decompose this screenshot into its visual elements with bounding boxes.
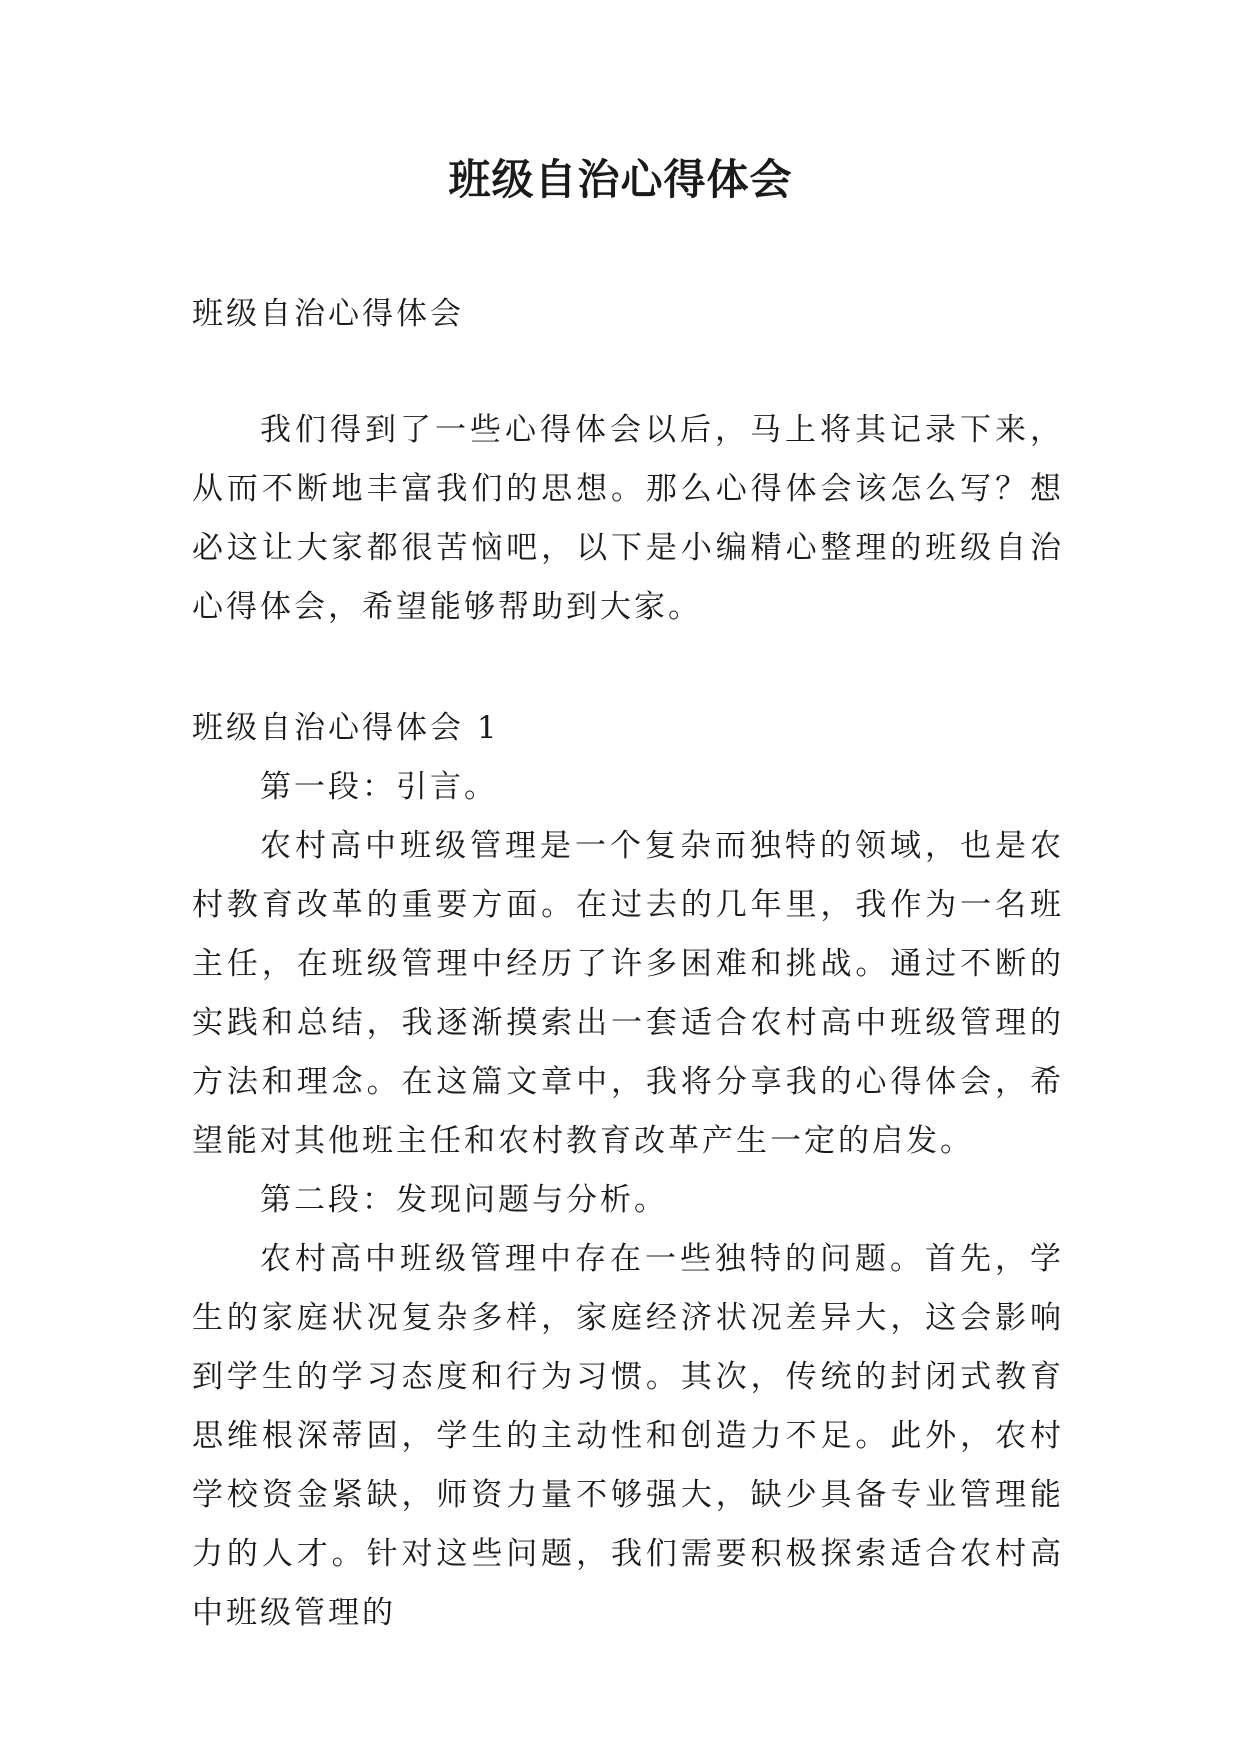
document-body [192,285,1064,1643]
part1-paragraph: 农村高中班级管理是一个复杂而独特的领域，也是农村教育改革的重要方面。在过去的几年里，我作为一名班主任，在班级管理中经历了许多困难和挑战。通过不断的实践和总结，我逐渐摸索出一套适合农村高中班级管理的方法和理念。在这篇文章中，我将分享我的心得体会，希望能对其他班主任和农村教育改革产生一定的启发。 [192,828,1064,1159]
document-subtitle: 班级自治心得体会 [192,296,464,332]
part2-heading: 第二段：发现问题与分析。 [260,1182,668,1218]
part2-paragraph: 农村高中班级管理中存在一些独特的问题。首先，学生的家庭状况复杂多样，家庭经济状况差异大，这会影响到学生的学习态度和行为习惯。其次，传统的封闭式教育思维根深蒂固，学生的主动性和创造力不足。此外，农村学校资金紧缺，师资力量不够强大，缺少具备专业管理能力的人才。针对这些问题，我们需要积极探索适合农村高中班级管理的 [192,1241,1064,1631]
part1-heading: 第一段：引言。 [260,769,498,805]
section-heading: 班级自治心得体会 1 [192,710,500,746]
document-title: 班级自治心得体会 [448,155,793,204]
intro-paragraph: 我们得到了一些心得体会以后，马上将其记录下来，从而不断地丰富我们的思想。那么心得体会该怎么写？想必这让大家都很苦恼吧，以下是小编精心整理的班级自治心得体会，希望能够帮助到大家。 [192,412,1064,625]
